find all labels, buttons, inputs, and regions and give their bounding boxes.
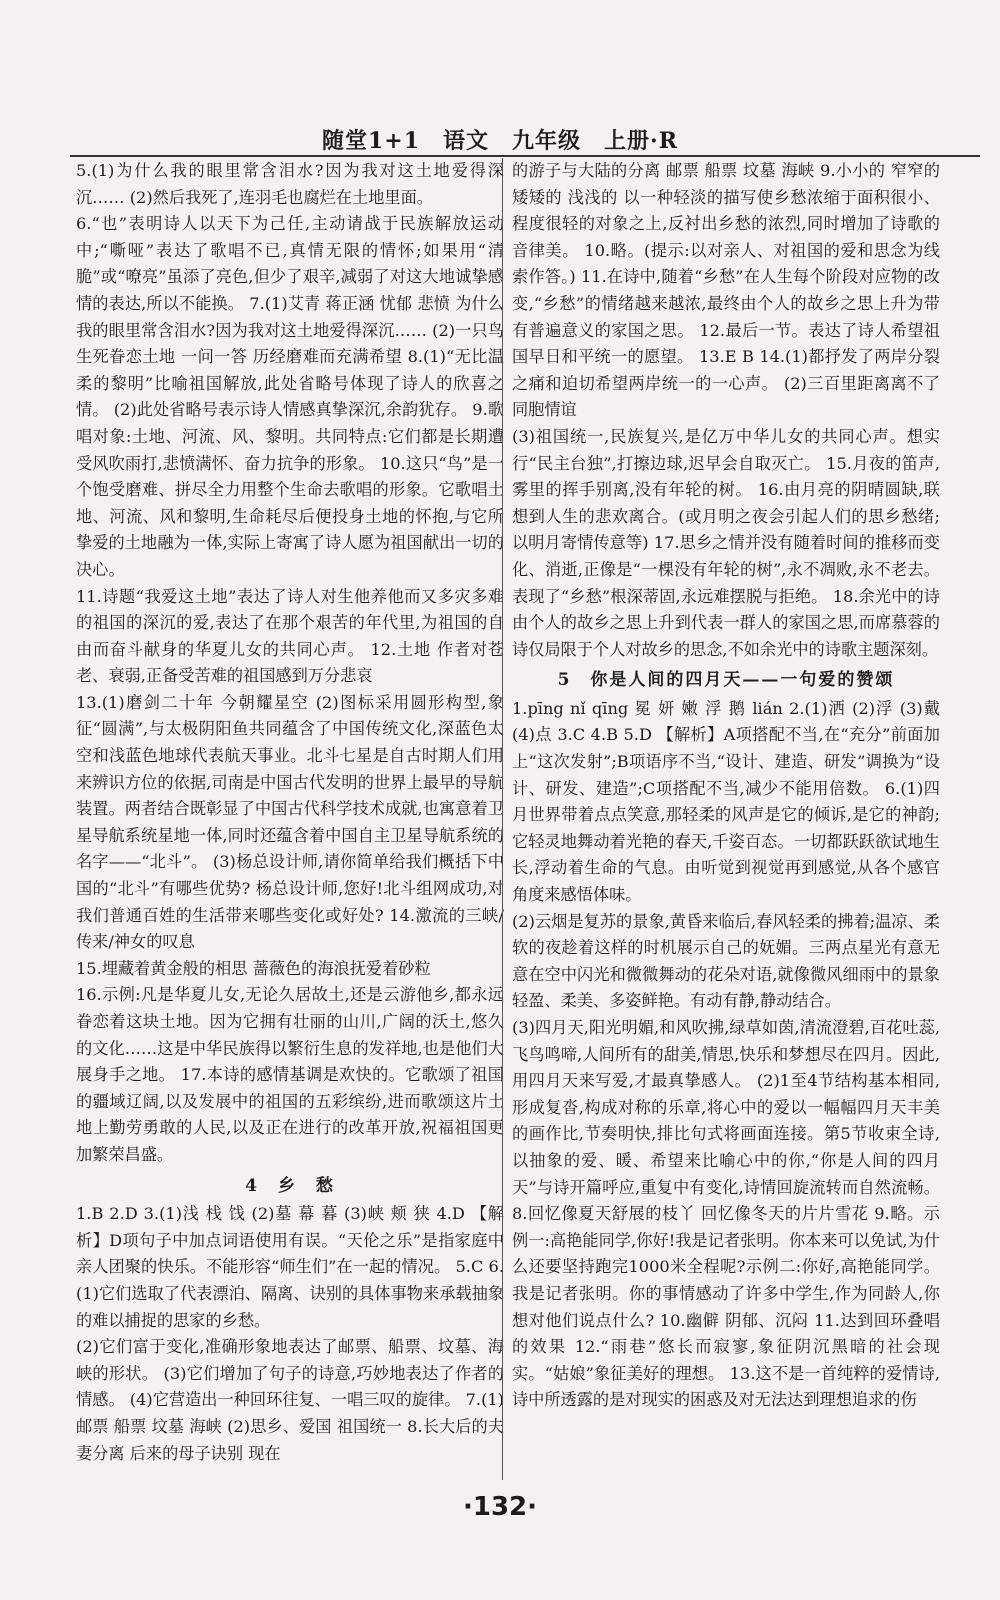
header-rule: [70, 155, 980, 157]
right-column: [512, 158, 940, 1414]
answer-paragraph: 13.(1)磨剑二十年 今朝耀星空 (2)图标采用圆形构型,象征“圆满”,与太极阴阳鱼共同蕴含了中国传统文化,深蓝色太空和浅蓝色地球代表航天事业。北斗七星是自古时期人们用来辨识方位的依据,司南是中国古代发明的世界上最早的导航装置。两者结合既彰显了中国古代科学技术成就,也寓意着卫星导航系统星地一体,同时还蕴含着中国自主卫星导航系统的名字——“北斗”。 (3)杨总设计师,请你简单给我们概括下中国的“北斗”有哪些优势? 杨总设计师,您好!北斗组网成功,对我们普通百姓的生活带来哪些变化或好处? 14.激流的三峡/传来/神女的叹息: [76, 692, 504, 952]
answer-paragraph: (3)祖国统一,民族复兴,是亿万中华儿女的共同心声。想实行“民主台独”,打擦边球,迟早会自取灭亡。 15.月夜的笛声,雾里的挥手别离,没有年轮的树。 16.由月亮的阴晴圆缺,联想到人生的悲欢离合。(或月明之夜会引起人们的思乡愁绪;以明月寄情传意等) 17.思乡之情并没有随着时间的推移而变化、消逝,正像是“一棵没有年轮的树”,永不凋败,永不老去。表现了“乡愁”根深蒂固,永远难摆脱与拒绝。 18.余光中的诗由个人的故乡之思上升到代表一群人的家国之思,而席慕蓉的诗仅局限于个人对故乡的思念,不如余光中的诗歌主题深刻。: [512, 426, 940, 659]
answer-paragraph: 6.“也”表明诗人以天下为己任,主动请战于民族解放运动中;“嘶哑”表达了歌唱不已,真情无限的情怀;如果用“清脆”或“嘹亮”虽添了亮色,但少了艰辛,减弱了对这大地诚挚感情的表达,所以不能换。 7.(1)艾青 蒋正涵 忧郁 悲愤 为什么我的眼里常含泪水?因为我对这土地爱得深沉…… (2)一只鸟生死眷恋土地 一问一答 历经磨难而充满希望 8.(1)“无比温柔的黎明”比喻祖国解放,此处省略号体现了诗人的欣喜之情。 (2)此处省略号表示诗人情感真挚深沉,余韵犹存。 9.歌唱对象:土地、河流、风、黎明。共同特点:它们都是长期遭受风吹雨打,悲愤满怀、奋力抗争的形象。 10.这只“鸟”是一个饱受磨难、拼尽全力用整个生命去歌唱的形象。它歌唱土地、河流、风和黎明,生命耗尽后便投身土地的怀抱,与它所挚爱的土地融为一体,实际上寄寓了诗人愿为祖国献出一切的决心。: [76, 214, 504, 579]
answer-paragraph: 16.示例:凡是华夏儿女,无论久居故土,还是云游他乡,都永远眷恋着这块土地。因为它拥有壮丽的山川,广阔的沃土,悠久的文化……这是中华民族得以繁衍生息的发祥地,也是他们大展身手之地。 17.本诗的感情基调是欢快的。它歌颂了祖国的疆域辽阔,以及发展中的祖国的五彩缤纷,进而歌颂这片土地上勤劳勇敢的人民,以及正在进行的改革开放,祝福祖国更加繁荣昌盛。: [76, 985, 504, 1164]
page-header: 随堂1+1 语文 九年级 上册·R: [322, 128, 678, 154]
column-divider: [502, 158, 503, 1480]
answer-paragraph: 的游子与大陆的分离 邮票 船票 坟墓 海峡 9.小小的 窄窄的 矮矮的 浅浅的 以一种轻淡的描写使乡愁浓缩于面积很小、程度很轻的对象之上,反衬出乡愁的浓烈,同时增加了诗歌的音律美。 10.略。(提示:以对亲人、对祖国的爱和思念为线索作答。) 11.在诗中,随着“乡愁”在人生每个阶段对应物的改变,“乡愁”的情绪越来越浓,最终由个人的故乡之思上升为带有普遍意义的家国之思。 12.最后一节。表达了诗人希望祖国早日和平统一的愿望。 13.E B 14.(1)都抒发了两岸分裂之痛和迫切希望两岸统一的一心声。 (2)三百里距离离不了同胞情谊: [512, 161, 940, 420]
answer-paragraph: (3)四月天,阳光明媚,和风吹拂,绿草如茵,清流澄碧,百花吐蕊,飞鸟鸣啼,人间所有的甜美,情思,快乐和梦想尽在四月。因此,用四月天来写爱,才最真挚感人。 (2)1至4节结构基本相同,形成复沓,构成对称的乐章,将心中的爱以一幅幅四月天丰美的画作比,节奏明快,排比句式将画面连接。第5节收束全诗,以抽象的爱、暖、希望来比喻心中的你,“你是人间的四月天”与诗开篇呼应,重复中有变化,诗情回旋流转而自然流畅。 8.回忆像夏天舒展的枝丫 回忆像冬天的片片雪花 9.略。示例一:高艳能同学,你好!我是记者张明。你本来可以免试,为什么还要坚持跑完1000米全程呢?示例二:你好,高艳能同学。我是记者张明。你的事情感动了许多中学生,作为同龄人,你想对他们说点什么? 10.幽僻 阴郁、沉闷 11.达到回环叠唱的效果 12.“雨巷”悠长而寂寥,象征阴沉黑暗的社会现实。“姑娘”象征美好的理想。 13.这不是一首纯粹的爱情诗,诗中所透露的是对现实的困惑及对无法达到理想追求的伤: [512, 1018, 940, 1410]
answer-paragraph: 15.埋藏着黄金般的相思 蔷薇色的海浪抚爱着砂粒: [76, 958, 431, 978]
answer-paragraph: 1.B 2.D 3.(1)浅 栈 饯 (2)墓 幕 暮 (3)峡 颊 狭 4.D 【解析】D项句子中加点词语使用有误。“天伦之乐”是指家庭中亲人团聚的快乐。不能形容“师生们”在一起的情况。 5.C 6.(1)它们选取了代表漂泊、隔离、诀别的具体事物来承载抽象的难以捕捉的思家的乡愁。: [76, 1204, 504, 1330]
answer-paragraph: 11.诗题“我爱这土地”表达了诗人对生他养他而又多灾多难的祖国的深沉的爱,表达了在那个艰苦的年代里,为祖国的自由而奋斗献身的华夏儿女的共同心声。 12.土地 作者对苍老、衰弱,正备受苦难的祖国感到万分悲哀: [76, 586, 504, 686]
left-column: [76, 158, 504, 1467]
answer-paragraph: (2)它们富于变化,准确形象地表达了邮票、船票、坟墓、海峡的形状。 (3)它们增加了句子的诗意,巧妙地表达了作者的情感。 (4)它营造出一种回环往复、一唱三叹的旋律。 7.(1)邮票 船票 坟墓 海峡 (2)思乡、爱国 祖国统一 8.长大后的夫妻分离 后来的母子诀别 现在: [76, 1337, 504, 1463]
answer-paragraph: 5.(1)为什么我的眼里常含泪水?因为我对这土地爱得深沉…… (2)然后我死了,连羽毛也腐烂在土地里面。: [76, 161, 504, 207]
answer-paragraph: 1.pīng nǐ qīng 冕 妍 嫩 浮 鹅 lián 2.(1)洒 (2)浮 (3)戴 (4)点 3.C 4.B 5.D 【解析】A项搭配不当,在“充分”前面加上“这次发射”;B项语序不当,“设计、建造、研发”调换为“设计、研发、建造”;C项搭配不当,减少不能用倍数。 6.(1)四月世界带着点点笑意,那轻柔的风声是它的倾诉,是它的神韵;它轻灵地舞动着光艳的春天,千姿百态。一切都跃跃欲试地生长,浮动着生命的气息。由听觉到视觉再到感觉,从各个感官角度来感悟体味。: [512, 698, 940, 905]
section-heading: 4 乡 愁: [245, 1175, 335, 1196]
page-number: ·132·: [462, 1492, 538, 1522]
answer-paragraph: (2)云烟是复苏的景象,黄昏来临后,春风轻柔的拂着;温凉、柔软的夜趁着这样的时机展示自己的妩媚。三两点星光有意无意在空中闪光和微微舞动的花朵对语,就像微风细雨中的景象轻盈、柔美、多姿鲜艳。有动有静,静动结合。: [512, 911, 940, 1011]
section-heading: 5 你是人间的四月天——一句爱的赞颂: [557, 670, 895, 691]
